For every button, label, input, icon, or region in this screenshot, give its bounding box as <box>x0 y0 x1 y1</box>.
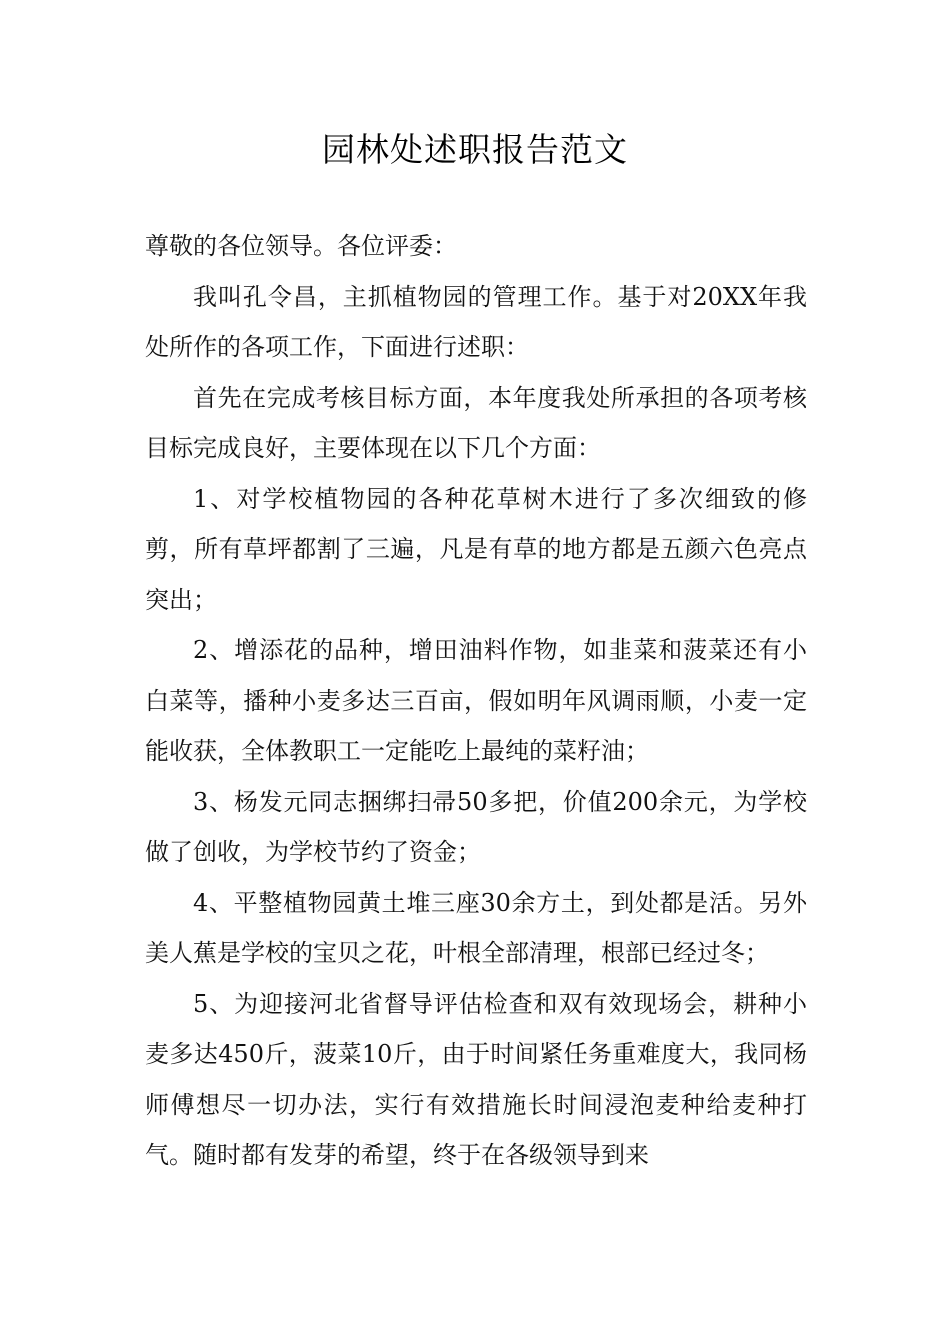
paragraph-item-4: 4、平整植物园黄土堆三座30余方土，到处都是活。另外美人蕉是学校的宝贝之花，叶根全部清理，根部已经过冬； <box>145 888 807 967</box>
paragraph-intro: 我叫孔令昌，主抓植物园的管理工作。基于对20XX年我处所作的各项工作，下面进行述职： <box>145 282 807 361</box>
salutation: 尊敬的各位领导。各位评委： <box>145 232 457 260</box>
document-title: 园林处述职报告范文 <box>322 130 628 169</box>
paragraph-item-1: 1、对学校植物园的各种花草树木进行了多次细致的修剪，所有草坪都割了三遍，凡是有草的地方都是五颜六色亮点突出； <box>145 484 807 614</box>
paragraph-item-5: 5、为迎接河北省督导评估检查和双有效现场会，耕种小麦多达450斤，菠菜10斤，由于时间紧任务重难度大，我同杨师傅想尽一切办法，实行有效措施长时间浸泡麦种给麦种打气。随时都有发芽的希望，终于在各级领导到来 <box>145 989 807 1169</box>
document-body <box>145 221 807 1181</box>
paragraph-item-3: 3、杨发元同志捆绑扫帚50多把，价值200余元，为学校做了创收，为学校节约了资金； <box>145 787 807 866</box>
paragraph-overview: 首先在完成考核目标方面，本年度我处所承担的各项考核目标完成良好，主要体现在以下几个方面： <box>145 383 807 462</box>
paragraph-item-2: 2、增添花的品种，增田油料作物，如韭菜和菠菜还有小白菜等，播种小麦多达三百亩，假如明年风调雨顺，小麦一定能收获，全体教职工一定能吃上最纯的菜籽油； <box>145 636 807 765</box>
